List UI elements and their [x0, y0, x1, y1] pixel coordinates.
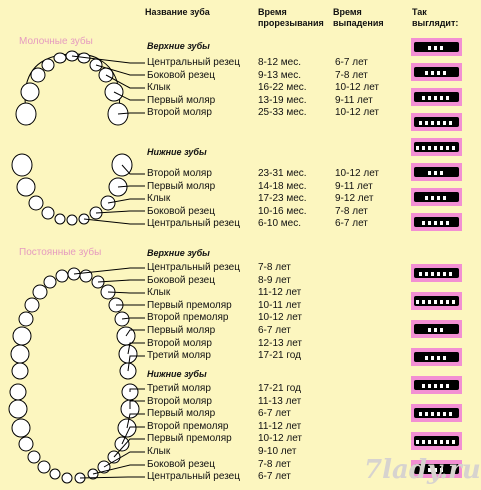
tooth-shape	[427, 220, 432, 226]
tooth-name: Второй моляр	[147, 395, 212, 407]
tooth-shape	[424, 355, 429, 361]
tooth-shape	[436, 411, 441, 417]
tooth-shape	[439, 383, 444, 389]
tooth-shape	[427, 145, 432, 151]
eruption-time: 14-18 мес.	[258, 180, 307, 192]
tooth-name: Третий моляр	[147, 350, 211, 362]
eruption-time: 25-33 мес.	[258, 107, 307, 118]
tooth-name: Центральный резец	[147, 471, 240, 483]
tooth-shape	[430, 120, 435, 126]
teeth-thumbnail	[411, 63, 462, 81]
tooth-shape	[427, 95, 432, 101]
tooth-shape	[433, 220, 438, 226]
tooth-name: Первый премоляр	[147, 433, 232, 445]
eruption-time: 10-11 лет	[258, 299, 302, 311]
eruption-time: 17-21 год	[258, 350, 301, 362]
tooth-name: Третий моляр	[147, 383, 211, 394]
tooth-shape	[421, 299, 426, 305]
tooth-shape	[433, 299, 438, 305]
tooth-shape	[448, 120, 453, 126]
tooth-shape	[418, 120, 423, 126]
tooth-shape	[427, 439, 432, 445]
eruption-time: 6-7 лет	[258, 408, 291, 420]
loss-time: 7-8 лет	[335, 69, 368, 81]
tooth-shape	[445, 383, 450, 389]
tooth-shape	[433, 327, 438, 333]
tooth-shape	[424, 120, 429, 126]
tooth-name: Второй моляр	[147, 107, 212, 118]
teeth-thumbnail	[411, 163, 462, 181]
eruption-time: 8-9 лет	[258, 274, 291, 286]
eruption-time: 8-12 мес.	[258, 57, 302, 68]
eruption-time: 7-8 лет	[258, 458, 291, 470]
teeth-thumbnail	[411, 376, 462, 394]
perm-lower-jaw-diagram	[9, 384, 139, 483]
eruption-time: 9-13 мес.	[258, 69, 302, 81]
tooth-name: Центральный резец	[147, 218, 240, 229]
tooth-shape	[424, 70, 429, 76]
tooth-name: Боковой резец	[147, 274, 215, 286]
tooth-name: Первый моляр	[147, 408, 216, 420]
tooth-shape	[439, 220, 444, 226]
eruption-time: 10-12 лет	[258, 312, 302, 324]
watermark: 7lady.ru	[364, 455, 481, 485]
tooth-shape	[424, 411, 429, 417]
section-milk-teeth: Молочные зубы	[19, 36, 93, 47]
tooth-name: Боковой резец	[147, 458, 215, 470]
tooth-shape	[415, 299, 420, 305]
loss-time: 10-12 лет	[335, 107, 379, 118]
teeth-thumbnail	[411, 292, 462, 310]
tooth-shape	[436, 355, 441, 361]
eruption-time: 6-7 лет	[258, 471, 291, 483]
teeth-thumbnail	[411, 38, 462, 56]
teeth-thumbnail	[411, 404, 462, 422]
tooth-shape	[442, 70, 447, 76]
leader-line	[96, 211, 145, 213]
tooth-shape	[430, 70, 435, 76]
tooth-shape	[421, 220, 426, 226]
tooth-shape	[433, 95, 438, 101]
tooth-shape	[415, 145, 420, 151]
tooth-shape	[451, 145, 456, 151]
tooth-shape	[439, 299, 444, 305]
loss-time: 6-7 лет	[335, 57, 368, 68]
tooth-name: Второй моляр	[147, 168, 212, 179]
tooth-name: Клык	[147, 287, 171, 299]
tooth-shape	[430, 195, 435, 201]
teeth-thumbnail	[411, 188, 462, 206]
tooth-shape	[451, 299, 456, 305]
leader-line	[98, 280, 145, 282]
tooth-shape	[445, 439, 450, 445]
tooth-shape	[445, 220, 450, 226]
eruption-time: 10-16 мес.	[258, 205, 307, 217]
tooth-shape	[424, 271, 429, 277]
tooth-name: Клык	[147, 82, 171, 93]
eruption-time: 17-21 год	[258, 383, 301, 394]
tooth-name: Клык	[147, 193, 171, 204]
header-tooth-name: Название зуба	[145, 7, 210, 17]
tooth-shape	[439, 327, 444, 333]
section-permanent-teeth: Постоянные зубы	[19, 247, 102, 258]
eruption-time: 10-12 лет	[258, 433, 302, 445]
subsection-perm-upper: Верхние зубы	[147, 248, 210, 258]
teeth-thumbnail	[411, 320, 462, 338]
tooth-shape	[445, 145, 450, 151]
eruption-time: 11-12 лет	[258, 420, 302, 432]
eruption-time: 16-22 мес.	[258, 82, 307, 93]
tooth-shape	[430, 355, 435, 361]
loss-time: 9-11 лет	[335, 180, 373, 192]
tooth-shape	[427, 170, 432, 176]
tooth-shape	[424, 195, 429, 201]
tooth-name: Центральный резец	[147, 57, 240, 68]
tooth-shape	[436, 70, 441, 76]
tooth-shape	[439, 45, 444, 51]
eruption-time: 6-10 мес.	[258, 218, 302, 229]
header-eruption: Время прорезывания	[258, 7, 324, 28]
tooth-shape	[430, 271, 435, 277]
tooth-shape	[430, 411, 435, 417]
tooth-shape	[442, 411, 447, 417]
tooth-name: Второй премоляр	[147, 420, 229, 432]
loss-time: 9-11 лет	[335, 94, 373, 106]
teeth-thumbnail	[411, 432, 462, 450]
loss-time: 7-8 лет	[335, 205, 368, 217]
tooth-shape	[418, 271, 423, 277]
milk-upper-jaw-diagram	[16, 51, 128, 125]
eruption-time: 12-13 лет	[258, 337, 302, 349]
loss-time: 9-12 лет	[335, 193, 374, 204]
eruption-time: 11-13 лет	[258, 395, 302, 407]
eruption-time: 23-31 мес.	[258, 168, 307, 179]
leader-line	[84, 219, 145, 224]
tooth-name: Второй премоляр	[147, 312, 229, 324]
tooth-name: Первый моляр	[147, 94, 216, 106]
tooth-name: Первый моляр	[147, 180, 216, 192]
tooth-shape	[421, 439, 426, 445]
teeth-thumbnail	[411, 138, 462, 156]
tooth-shape	[436, 271, 441, 277]
header-look: Так выглядит:	[412, 7, 459, 28]
eruption-time: 7-8 лет	[258, 262, 291, 273]
tooth-shape	[421, 145, 426, 151]
eruption-time: 13-19 мес.	[258, 94, 307, 106]
tooth-shape	[421, 383, 426, 389]
tooth-shape	[442, 195, 447, 201]
loss-time: 10-12 лет	[335, 168, 379, 179]
teeth-thumbnail	[411, 348, 462, 366]
eruption-time: 17-23 мес.	[258, 193, 307, 204]
tooth-shape	[427, 327, 432, 333]
tooth-shape	[436, 120, 441, 126]
tooth-name: Центральный резец	[147, 262, 240, 273]
tooth-name: Боковой резец	[147, 205, 215, 217]
tooth-shape	[433, 170, 438, 176]
perm-upper-jaw-diagram	[11, 268, 137, 379]
milk-lower-jaw-diagram	[12, 154, 132, 225]
tooth-name: Второй моляр	[147, 337, 212, 349]
tooth-shape	[448, 271, 453, 277]
header-loss: Время выпадения	[333, 7, 384, 28]
tooth-shape	[439, 145, 444, 151]
tooth-shape	[415, 439, 420, 445]
eruption-time: 6-7 лет	[258, 325, 291, 336]
tooth-shape	[439, 170, 444, 176]
tooth-shape	[433, 383, 438, 389]
eruption-time: 11-12 лет	[258, 287, 302, 299]
teeth-thumbnail	[411, 264, 462, 282]
tooth-shape	[433, 145, 438, 151]
tooth-name: Первый премоляр	[147, 299, 232, 311]
leader-line	[122, 318, 145, 319]
tooth-shape	[451, 439, 456, 445]
tooth-shape	[445, 299, 450, 305]
subsection-perm-lower: Нижние зубы	[147, 369, 207, 379]
tooth-shape	[439, 439, 444, 445]
tooth-shape	[427, 383, 432, 389]
tooth-shape	[445, 95, 450, 101]
subsection-milk-upper: Верхние зубы	[147, 41, 210, 51]
tooth-shape	[442, 120, 447, 126]
tooth-shape	[433, 45, 438, 51]
tooth-shape	[436, 195, 441, 201]
tooth-shape	[421, 95, 426, 101]
tooth-name: Первый моляр	[147, 325, 216, 336]
tooth-shape	[442, 271, 447, 277]
tooth-name: Клык	[147, 446, 171, 457]
tooth-name: Боковой резец	[147, 69, 215, 81]
loss-time: 10-12 лет	[335, 82, 379, 93]
tooth-shape	[439, 95, 444, 101]
teeth-thumbnail	[411, 88, 462, 106]
loss-time: 6-7 лет	[335, 218, 368, 229]
tooth-shape	[442, 355, 447, 361]
subsection-milk-lower: Нижние зубы	[147, 147, 207, 157]
eruption-time: 9-10 лет	[258, 446, 297, 457]
tooth-shape	[427, 299, 432, 305]
tooth-shape	[433, 439, 438, 445]
teeth-thumbnail	[411, 213, 462, 231]
tooth-shape	[427, 45, 432, 51]
teeth-thumbnail	[411, 113, 462, 131]
tooth-shape	[418, 411, 423, 417]
tooth-shape	[448, 411, 453, 417]
